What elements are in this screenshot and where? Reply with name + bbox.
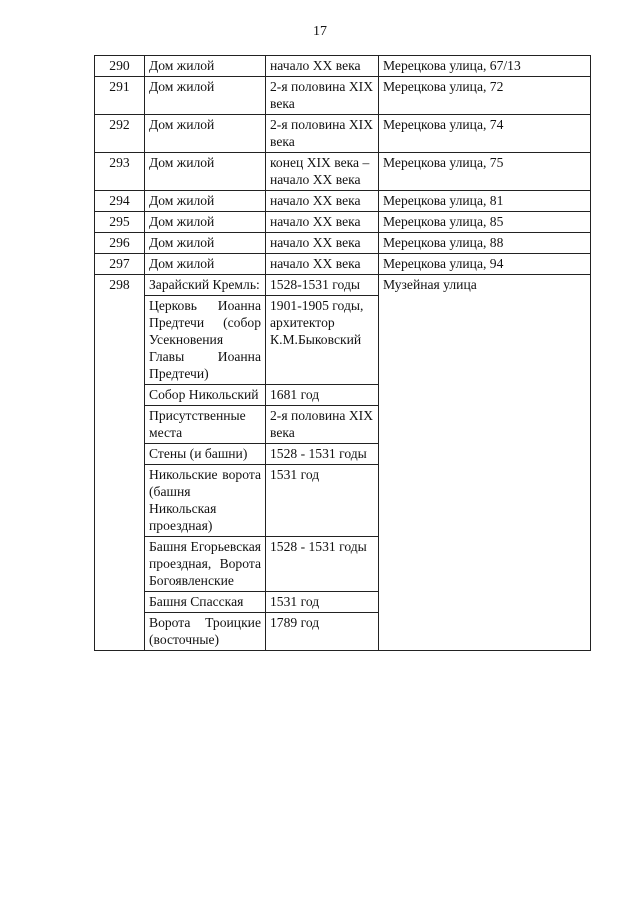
object-date: начало XX века	[266, 233, 379, 254]
row-number: 296	[95, 233, 145, 254]
page-number: 17	[313, 24, 327, 39]
object-name: Дом жилой	[145, 254, 266, 275]
object-date: 2-я половина XIX века	[266, 77, 379, 115]
object-name: Дом жилой	[145, 77, 266, 115]
row-number: 298	[95, 275, 145, 651]
component-date: 1789 год	[266, 613, 379, 651]
table-row-kremlin	[95, 275, 591, 296]
row-number: 293	[95, 153, 145, 191]
component-name: Собор Никольский	[145, 385, 266, 406]
component-date: 1681 год	[266, 385, 379, 406]
table-row	[95, 191, 591, 212]
object-name: Дом жилой	[145, 56, 266, 77]
table-row	[95, 56, 591, 77]
table-row	[95, 212, 591, 233]
object-date: начало XX века	[266, 191, 379, 212]
component-date: 1528 - 1531 годы	[266, 444, 379, 465]
heritage-registry-table	[94, 55, 591, 651]
object-name: Дом жилой	[145, 212, 266, 233]
row-number: 297	[95, 254, 145, 275]
component-name: Церковь Иоанна Предтечи (собор Усекновения Главы Иоанна Предтечи)	[145, 296, 266, 385]
component-date: 1531 год	[266, 592, 379, 613]
object-address: Мерецкова улица, 72	[379, 77, 591, 115]
object-date: 2-я половина XIX века	[266, 115, 379, 153]
object-address: Мерецкова улица, 88	[379, 233, 591, 254]
component-name: Стены (и башни)	[145, 444, 266, 465]
object-address: Мерецкова улица, 75	[379, 153, 591, 191]
object-name: Дом жилой	[145, 153, 266, 191]
table-row	[95, 77, 591, 115]
object-address: Мерецкова улица, 74	[379, 115, 591, 153]
table-row	[95, 254, 591, 275]
object-name: Зарайский Кремль:	[145, 275, 266, 296]
row-number: 291	[95, 77, 145, 115]
component-name: Башня Спасская	[145, 592, 266, 613]
object-name: Дом жилой	[145, 115, 266, 153]
object-date: 1528-1531 годы	[266, 275, 379, 296]
object-address: Мерецкова улица, 67/13	[379, 56, 591, 77]
component-name: Никольские ворота (башня Никольская проездная)	[145, 465, 266, 537]
row-number: 290	[95, 56, 145, 77]
table-row	[95, 115, 591, 153]
component-date: 1528 - 1531 годы	[266, 537, 379, 592]
object-date: конец XIX века – начало XX века	[266, 153, 379, 191]
object-date: начало XX века	[266, 254, 379, 275]
table-row	[95, 153, 591, 191]
object-date: начало XX века	[266, 212, 379, 233]
row-number: 294	[95, 191, 145, 212]
component-name: Присутственные места	[145, 406, 266, 444]
object-address: Мерецкова улица, 81	[379, 191, 591, 212]
object-date: начало XX века	[266, 56, 379, 77]
component-name: Ворота Троицкие (восточные)	[145, 613, 266, 651]
object-address: Мерецкова улица, 85	[379, 212, 591, 233]
component-date: 1531 год	[266, 465, 379, 537]
row-number: 295	[95, 212, 145, 233]
component-name: Башня Егорьевская проездная, Ворота Богоявленские	[145, 537, 266, 592]
row-number: 292	[95, 115, 145, 153]
object-address: Мерецкова улица, 94	[379, 254, 591, 275]
object-address: Музейная улица	[379, 275, 591, 651]
object-name: Дом жилой	[145, 233, 266, 254]
component-date: 2-я половина XIX века	[266, 406, 379, 444]
object-name: Дом жилой	[145, 191, 266, 212]
table-row	[95, 233, 591, 254]
component-date: 1901-1905 годы, архитектор К.М.Быковский	[266, 296, 379, 385]
